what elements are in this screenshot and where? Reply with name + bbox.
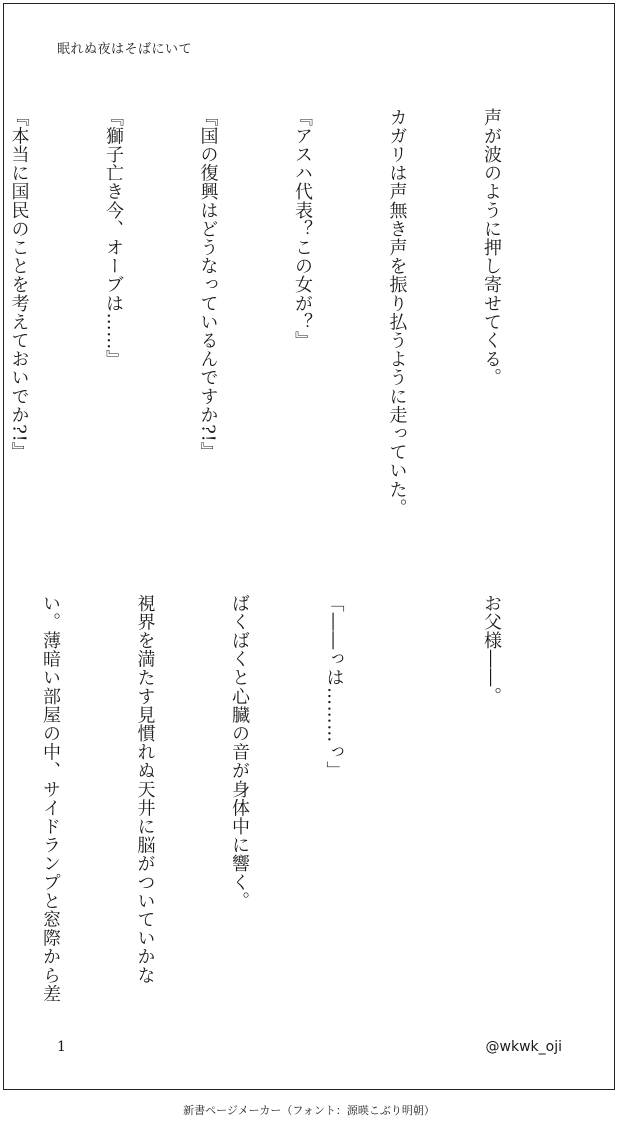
text-line: カガリは声無き声を振り払うように走っていた。 — [386, 108, 408, 518]
text-line: 『国の復興はどうなっているんですか?!』 — [197, 108, 219, 461]
text-line: 「――っは………っ」 — [323, 594, 345, 780]
text-line: 『獅子亡き今、オーブは……』 — [103, 108, 124, 369]
text-line: 視界を満たす見慣れぬ天井に脳がついていかな — [134, 594, 156, 985]
page-number: 1 — [57, 1039, 66, 1055]
text-line: お父様――。 — [481, 594, 502, 706]
text-line: い。薄暗い部屋の中、サイドランプと窓際から差 — [40, 594, 61, 1004]
lower-text-block — [0, 594, 570, 1024]
upper-text-block — [0, 108, 570, 538]
text-line: ばくばくと心臓の音が身体中に響く。 — [229, 594, 250, 911]
story-title: 眠れぬ夜はそばにいて — [57, 42, 193, 57]
novel-page — [3, 3, 615, 1090]
text-line: 『アスハ代表？この女が？』 — [292, 108, 313, 350]
generator-caption: 新書ページメーカー（フォント：源暎こぶり明朝） — [183, 1104, 435, 1117]
author-handle: @wkwk_oji — [485, 1039, 562, 1055]
text-line: 『本当に国民のことを考えておいでか?!』 — [8, 108, 30, 461]
text-line: 声が波のように押し寄せてくる。 — [481, 108, 502, 387]
